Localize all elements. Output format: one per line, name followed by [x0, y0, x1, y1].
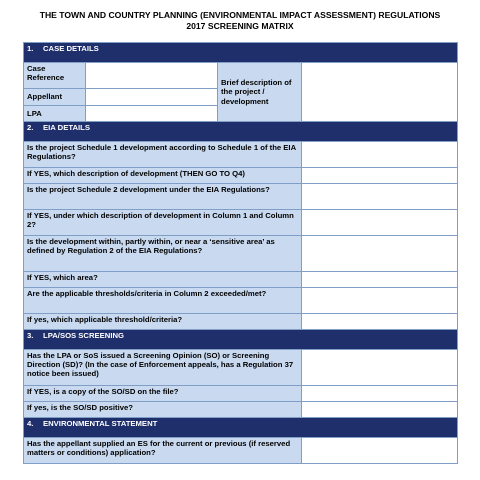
lpa-question: Has the LPA or SoS issued a Screening Opinion (SO) or Screening Direction (SD)? (In the case of Enforcement appeals, has a Regulation 37 notice been issued)	[24, 350, 302, 386]
eia-answer-field[interactable]	[302, 288, 458, 314]
case-reference-label: Case Reference	[24, 63, 86, 89]
lpa-question: If yes, is the SO/SD positive?	[24, 402, 302, 418]
section-header-environmental-statement	[24, 418, 458, 438]
section-header-eia-details	[24, 122, 458, 142]
appellant-label: Appellant	[24, 89, 86, 106]
section-header-lpa-sos-screening	[24, 330, 458, 350]
eia-answer-field[interactable]	[302, 168, 458, 184]
eia-answer-field[interactable]	[302, 142, 458, 168]
title-line-2: 2017 SCREENING MATRIX	[186, 21, 294, 31]
section-title: LPA/SOS SCREENING	[43, 331, 125, 340]
lpa-question: If YES, is a copy of the SO/SD on the file?	[24, 386, 302, 402]
lpa-label: LPA	[24, 106, 86, 122]
eia-answer-field[interactable]	[302, 210, 458, 236]
section-number: 2.	[27, 123, 34, 132]
lpa-answer-field[interactable]	[302, 402, 458, 418]
eia-answer-field[interactable]	[302, 314, 458, 330]
section-title: EIA DETAILS	[43, 123, 90, 132]
appellant-field[interactable]	[86, 89, 218, 106]
eia-question: If YES, which area?	[24, 272, 302, 288]
lpa-answer-field[interactable]	[302, 350, 458, 386]
section-number: 4.	[27, 419, 34, 428]
lpa-answer-field[interactable]	[302, 386, 458, 402]
eia-question: Is the development within, partly within, or near a ‘sensitive area’ as defined by Regulation 2 of the EIA Regulations?	[24, 236, 302, 272]
eia-question: Are the applicable thresholds/criteria in Column 2 exceeded/met?	[24, 288, 302, 314]
screening-matrix-table	[23, 42, 458, 464]
document-title	[0, 10, 480, 32]
brief-description-field[interactable]	[302, 63, 458, 122]
env-question: Has the appellant supplied an ES for the current or previous (if reserved matters or conditions) application?	[24, 438, 302, 464]
eia-answer-field[interactable]	[302, 184, 458, 210]
section-number: 3.	[27, 331, 34, 340]
section-header-case-details	[24, 43, 458, 63]
eia-question: Is the project Schedule 2 development under the EIA Regulations?	[24, 184, 302, 210]
lpa-field[interactable]	[86, 106, 218, 122]
eia-answer-field[interactable]	[302, 272, 458, 288]
eia-question: If YES, under which description of development in Column 1 and Column 2?	[24, 210, 302, 236]
eia-question: If YES, which description of development (THEN GO TO Q4)	[24, 168, 302, 184]
section-number: 1.	[27, 44, 34, 53]
eia-question: Is the project Schedule 1 development according to Schedule 1 of the EIA Regulations?	[24, 142, 302, 168]
env-answer-field[interactable]	[302, 438, 458, 464]
title-line-1: THE TOWN AND COUNTRY PLANNING (ENVIRONMENTAL IMPACT ASSESSMENT) REGULATIONS	[39, 10, 441, 20]
brief-description-label: Brief description of the project / development	[218, 63, 302, 122]
section-title: CASE DETAILS	[43, 44, 99, 53]
eia-answer-field[interactable]	[302, 236, 458, 272]
case-reference-field[interactable]	[86, 63, 218, 89]
section-title: ENVIRONMENTAL STATEMENT	[43, 419, 158, 428]
eia-question: If yes, which applicable threshold/criteria?	[24, 314, 302, 330]
